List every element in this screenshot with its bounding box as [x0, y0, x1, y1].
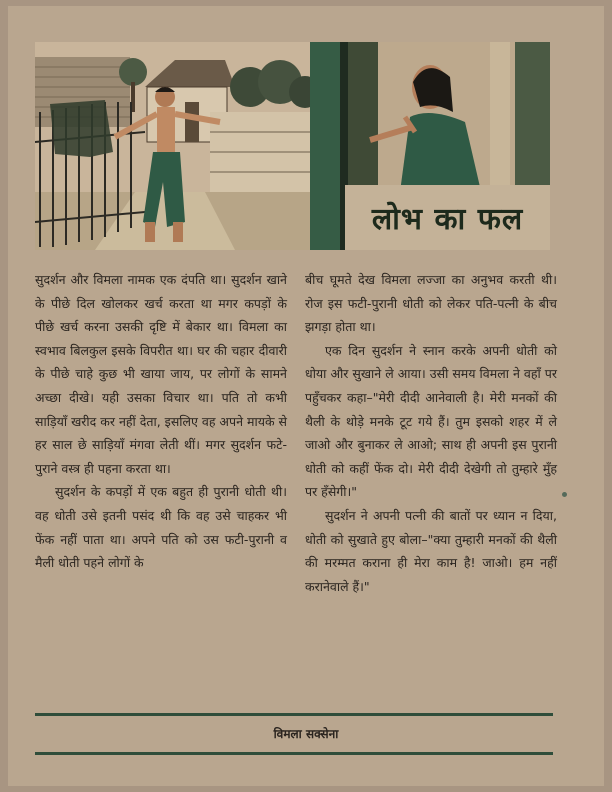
story-title: लोभ का फल	[371, 202, 524, 237]
paragraph-5: सुदर्शन ने अपनी पत्नी की बातों पर ध्यान न दिया, धोती को सुखाते हुए बोला–"क्या तुम्हारी मनकों की थैली की मरम्मत कराना ही मेरा काम है! जाओ। हम नहीं करानेवाले हैं।"	[305, 507, 557, 594]
story-column-right	[305, 268, 557, 708]
story-body	[35, 268, 557, 708]
print-mark	[562, 492, 567, 497]
author-name: विमला सक्सेना	[273, 727, 339, 741]
paragraph-1: सुदर्शन और विमला नामक एक दंपति था। सुदर्शन खाने के पीछे दिल खोलकर खर्च करता था मगर कपड़ों के पीछे खर्च करना उसकी दृष्टि में बेकार था। विमला का स्वभाव बिलकुल इसके विपरीत था। घर की चहार दीवारी के पीछे चाहे कुछ भी खाया जाय, पर लोगों के सामने अच्छा दीखे। यही उसका विचार था। पति तो कभी साड़ियाँ खरीद कर नहीं देता, इसलिए वह अपने मायके से हर साल छे साड़ियाँ मंगवा लेती थीं। मगर सुदर्शन फटे-पुराने वस्त्र ही पहना करता था।	[35, 272, 287, 476]
divider-top	[35, 713, 553, 716]
story-title-box	[345, 185, 550, 250]
story-column-left	[35, 268, 287, 708]
paragraph-3: बीच घूमते देख विमला लज्जा का अनुभव करती थी। रोज इस फटी-पुरानी धोती को लेकर पति-पत्नी के बीच झगड़ा होता था।	[305, 272, 557, 335]
paragraph-4: एक दिन सुदर्शन ने स्नान करके अपनी धोती को धोया और सुखाने ले आया। उसी समय विमला ने वहाँ पर पहुँचकर कहा–"मेरी दीदी आनेवाली है। मेरी मनकों की थैली के थोड़े मनके टूट गये हैं। तुम इसको शहर में ले जाओ और बुनाकर ले आओ; साथ ही अपनी इस पुरानी धोती को कहीं फेंक दो। मेरी दीदी देखेगी तो तुम्हारे मुँह पर हँसेगी।"	[305, 342, 557, 500]
paragraph-2: सुदर्शन के कपड़ों में एक बहुत ही पुरानी धोती थी। वह धोती उसे इतनी पसंद थी कि वह उसे चाहकर भी फेंक नहीं पाता था। अपने पति को उस फटी-पुरानी व मैली धोती पहने लोगों के	[35, 484, 287, 571]
divider-bottom	[35, 752, 553, 755]
